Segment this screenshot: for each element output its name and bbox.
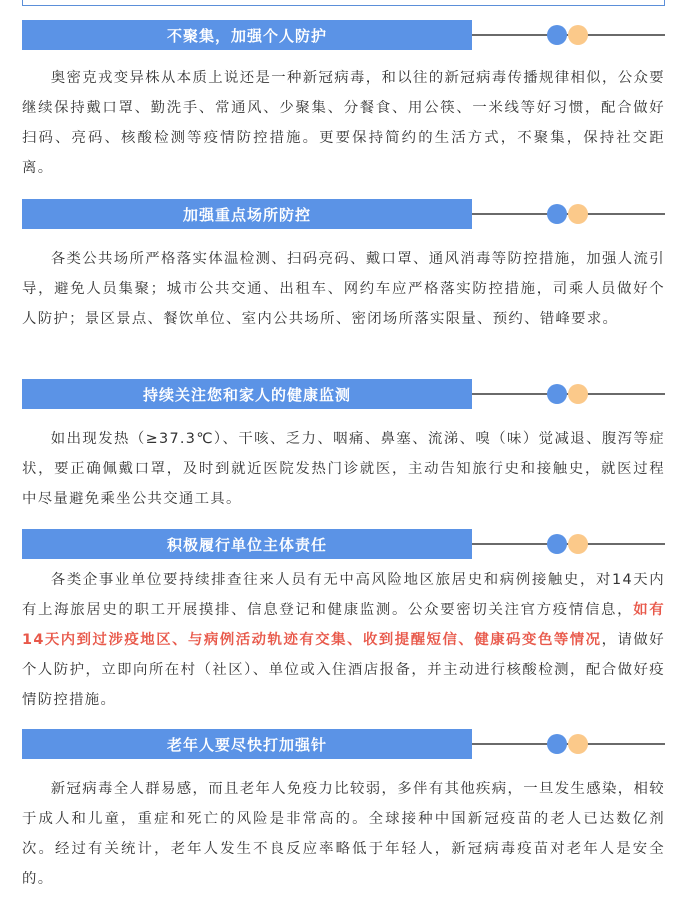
top-frame-border [22,0,665,6]
section-title: 加强重点场所防控 [182,205,311,224]
section-booster-shot [22,729,665,887]
section-paragraph: 新冠病毒全人群易感，而且老年人免疫力比较弱，多伴有其他疾病，一旦发生感染，相较于成人和儿童，重症和死亡的风险是非常高的。全球接种中国新冠疫苗的老人已达数亿剂次。经过有关统计，老年人发生不良反应率略低于年轻人，新冠病毒疫苗对老年人是安全的。 [22,781,665,887]
section-title: 老年人要尽快打加强针 [166,735,327,754]
section-header [22,379,665,409]
blue-dot-icon [547,734,567,754]
orange-dot-icon [568,734,588,754]
highlighted-warning-text: 如有14天内到过涉疫地区、与病例活动轨迹有交集、收到提醒短信、健康码变色等情况 [22,602,665,648]
section-header [22,529,665,559]
section-key-venues [22,199,665,327]
orange-dot-icon [568,25,588,45]
orange-dot-icon [568,534,588,554]
section-title: 不聚集，加强个人防护 [166,26,327,45]
orange-dot-icon [568,204,588,224]
section-paragraph: 如出现发热（≥37.3℃）、干咳、乏力、咽痛、鼻塞、流涕、嗅（味）觉减退、腹泻等症状，要正确佩戴口罩，及时到就近医院发热门诊就医，主动告知旅行史和接触史，就医过程中尽量避免乘坐公共交通工具。 [22,431,665,507]
blue-dot-icon [547,534,567,554]
section-title-bar [22,729,472,759]
paragraph-text-before: 各类企事业单位要持续排查往来人员有无中高风险地区旅居史和病例接触史，对14天内有上海旅居史的职工开展摸排、信息登记和健康监测。公众要密切关注官方疫情信息， [22,572,665,618]
section-header [22,199,665,229]
blue-dot-icon [547,384,567,404]
section-title-bar [22,529,472,559]
section-header [22,729,665,759]
orange-dot-icon [568,384,588,404]
section-title: 持续关注您和家人的健康监测 [142,385,351,404]
section-title: 积极履行单位主体责任 [166,535,327,554]
paragraph-text-after: ，请做好个人防护，立即向所在村（社区）、单位或入住酒店报备，并主动进行核酸检测，配合做好疫情防控措施。 [22,632,665,708]
blue-dot-icon [547,204,567,224]
section-unit-responsibility [22,529,665,708]
blue-dot-icon [547,25,567,45]
section-title-bar [22,379,472,409]
section-header [22,20,665,50]
section-health-monitoring [22,379,665,507]
section-title-bar [22,199,472,229]
section-title-bar [22,20,472,50]
section-paragraph [22,565,665,715]
section-paragraph: 各类公共场所严格落实体温检测、扫码亮码、戴口罩、通风消毒等防控措施，加强人流引导，避免人员集聚；城市公共交通、出租车、网约车应严格落实防控措施，司乘人员做好个人防护；景区景点、餐饮单位、室内公共场所、密闭场所落实限量、预约、错峰要求。 [22,251,665,327]
section-paragraph: 奥密克戎变异株从本质上说还是一种新冠病毒，和以往的新冠病毒传播规律相似，公众要继续保持戴口罩、勤洗手、常通风、少聚集、分餐食、用公筷、一米线等好习惯，配合做好扫码、亮码、核酸检测等疫情防控措施。更要保持简约的生活方式，不聚集，保持社交距离。 [22,70,665,176]
section-no-gathering [22,20,665,176]
